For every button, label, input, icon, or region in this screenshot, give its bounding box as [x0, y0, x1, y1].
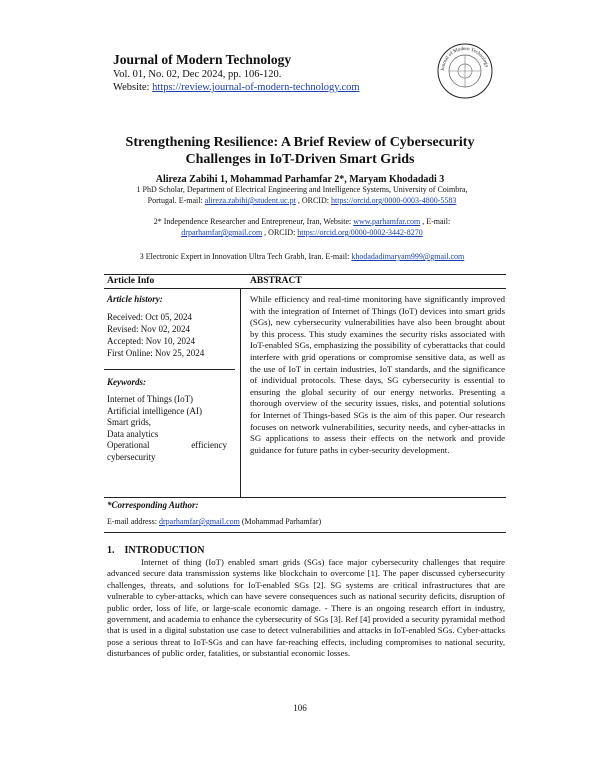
keyword-item: Artificial intelligence (AI) [107, 405, 202, 416]
aff1-line1: 1 PhD Scholar, Department of Electrical Engineering and Intelligence Systems, University of Coimbra, [136, 185, 468, 194]
corresponding-author [107, 517, 321, 526]
corresponding-author-label: *Corresponding Author: [107, 500, 199, 510]
introduction-heading: 1. INTRODUCTION [107, 545, 205, 556]
corresponding-rule [104, 532, 506, 533]
received-date: Received: Oct 05, 2024 [107, 312, 192, 322]
aff1-orcid-label: , ORCID: [295, 196, 331, 205]
aff2-orcid-link[interactable]: https://orcid.org/0000-0002-3442-8270 [297, 228, 423, 237]
abstract-header: ABSTRACT [250, 276, 302, 286]
aff2-orcid-label: , ORCID: [262, 228, 298, 237]
revised-date: Revised: Nov 02, 2024 [107, 324, 190, 334]
paper-title [100, 134, 500, 168]
keyword-word: Operational [107, 440, 150, 450]
aff3-text: 3 Electronic Expert in Innovation Ultra Tech Grabh, Iran. E-mail: [139, 252, 352, 261]
affiliation-1 [110, 184, 494, 206]
page-number: 106 [293, 703, 307, 713]
table-column-divider [240, 289, 241, 497]
abstract-text: While efficiency and real-time monitoring have significantly improved with the integration of Internet of Things (IoT) devices into smart grids (SGs), new cybersecurity vulnerabilities have also been brought about by this process. This study examines the security risks associated with IoT-enabled SGs, emphasizing the possibility of cyberattacks that could interfere with grid operations or compromise sensitive data, as well as the use of IoT in certain industries, IoT standards, and the significance of individual protocols. These days, SG cybersecurity is essential to ensuring the global security of our energy networks. Presenting a thorough overview of the security issues, risks, and potential solutions for Internet of Things-based SGs is the aim of this paper. Our research focuses on network vulnerabilities, security needs, and cyber-attacks in SG applications to assess their effects on the network and provide guidance for future paths in cyber-security development. [250, 294, 505, 455]
journal-logo [436, 42, 494, 100]
aff1-email-link[interactable]: alireza.zabihi@student.uc.pt [204, 196, 296, 205]
corresponding-prefix: E-mail address: [107, 517, 159, 526]
keyword-item [107, 440, 227, 452]
aff1-line2 [110, 195, 494, 206]
corresponding-email-link[interactable]: drparhamfar@gmail.com [158, 517, 240, 526]
aff2-website-link[interactable]: www.parhamfar.com [353, 217, 421, 226]
aff3-email-link[interactable]: khodadadimaryam999@gmail.com [351, 252, 465, 261]
first-online-date: First Online: Nov 25, 2024 [107, 348, 205, 358]
authors: Alireza Zabihi 1, Mohammad Parhamfar 2*, Maryam Khodadadi 3 [155, 174, 445, 185]
keyword-item: Internet of Things (IoT) [107, 394, 194, 404]
aff2-text: 2* Independence Researcher and Entrepreneur, Iran, Website: [153, 217, 354, 226]
journal-volume: Vol. 01, No. 02, Dec 2024, pp. 106-120. [113, 69, 282, 80]
website-link[interactable]: https://review.journal-of-modern-technology.com [152, 82, 360, 93]
article-info-header: Article Info [107, 276, 155, 286]
history-rule [104, 369, 235, 370]
keyword-word: efficiency [191, 440, 227, 450]
aff2-line2 [110, 227, 494, 238]
journal-website [113, 81, 360, 94]
article-history-label: Article history: [107, 294, 163, 304]
title-line-1: Strengthening Resilience: A Brief Review of Cybersecurity [125, 135, 475, 150]
aff2-email-link[interactable]: drparhamfar@gmail.com [181, 228, 263, 237]
aff2-line1 [110, 216, 494, 227]
keywords-label: Keywords: [107, 377, 146, 387]
journal-title: Journal of Modern Technology [113, 52, 292, 67]
aff2-email-label: , E-mail: [420, 217, 451, 226]
affiliation-3 [110, 251, 494, 262]
affiliation-2 [110, 216, 494, 238]
logo-text: Journal of Modern Technology [440, 46, 489, 72]
title-line-2: Challenges in IoT-Driven Smart Grids [185, 152, 415, 167]
keyword-item: Data analytics [107, 428, 159, 439]
aff1-orcid-link[interactable]: https://orcid.org/0000-0003-4800-5583 [330, 196, 457, 205]
table-header-rule [104, 288, 506, 289]
keyword-item: Smart grids, [107, 417, 151, 427]
table-bottom-rule [104, 497, 506, 498]
keywords-list [107, 394, 227, 463]
corresponding-name: (Mohammad Parhamfar) [239, 517, 322, 526]
table-top-rule [104, 274, 506, 275]
aff1-email-label: Portugal. E-mail: [147, 196, 205, 205]
article-history [107, 311, 204, 359]
introduction-text: Internet of thing (IoT) enabled smart grids (SGs) face major cybersecurity challenges that require advanced secure data transmission systems like blockchain to overcome [1]. The paper discussed cybersecurity challenges, threats, and solutions for IoT-enabled SGs [2]. SG systems are critical infrastructures that are vulnerable to cyber-attacks, which can have severe consequences such as national security deficits, disruption of public order, loss of life, or large-scale economic damage. - There is an ongoing research effort in industry, government, and academia to enhance the cybersecurity of SGs [3]. Ref [4] provided a security pyramidal method that is used in a digital substation use case to detect vulnerabilities and attacks in IoT-enabled SGs. Cyber-attacks pose a serious threat to IoT-SGs and can have far-reaching effects, including compromises to national security, disturbances of public order, fatalities, or substantial economic losses. [107, 557, 505, 659]
journal-header [113, 52, 360, 94]
accepted-date: Accepted: Nov 10, 2024 [107, 336, 195, 346]
website-label: Website: [113, 82, 153, 93]
keyword-item: cybersecurity [107, 451, 156, 462]
